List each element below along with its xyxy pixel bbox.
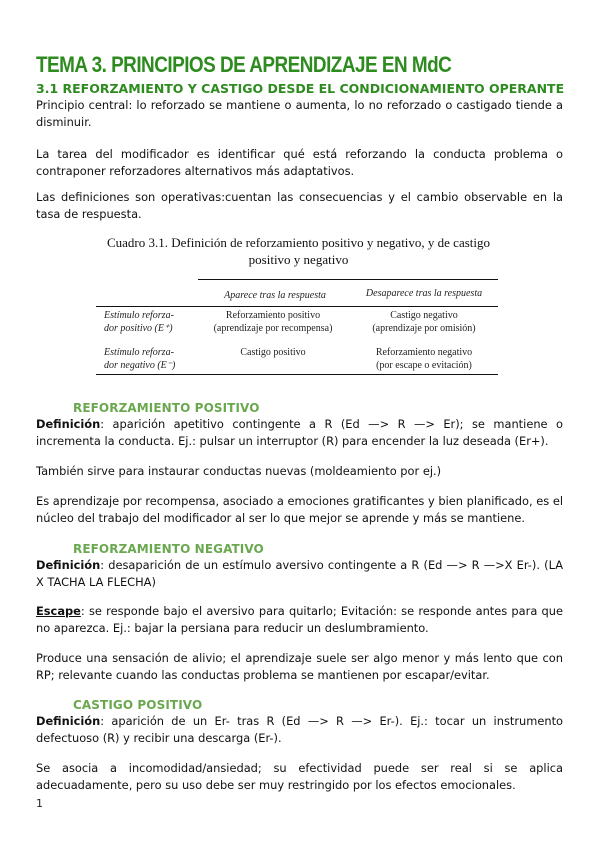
- intro-paragraph-1: Principio central: lo reforzado se mantiene o aumenta, lo no reforzado o castigado tiende a disminuir.: [36, 98, 563, 129]
- escape-label: Escape: [36, 604, 81, 618]
- rn-escape-paragraph: [36, 603, 563, 637]
- table-cell-text: (aprendizaje por recompensa): [213, 322, 333, 334]
- cp-definition: [36, 713, 563, 747]
- table-cell-positive-reinforcement: [198, 310, 348, 335]
- table-header-disappears: Desaparece tras la respuesta: [365, 288, 483, 299]
- definition-label: Definición: [36, 558, 101, 572]
- table-cell-text: (por escape o evitación): [376, 359, 472, 371]
- heading-negative-reinforcement: REFORZAMIENTO NEGATIVO: [73, 542, 264, 556]
- rp-paragraph-3: Es aprendizaje por recompensa, asociado a emociones gratificantes y bien planificado, es el núcleo del trabajo del modificador al ser lo que mejor se aprende y más se mantiene.: [36, 494, 563, 525]
- rp-paragraph-2: También sirve para instaurar conductas nuevas (moldeamiento por ej.): [36, 464, 442, 478]
- intro-paragraph-3: Las definiciones son operativas:cuentan las consecuencias y el cambio observable en la tasa de respuesta.: [36, 190, 563, 221]
- table-row-1-label-line-1: Estímulo reforza-: [104, 310, 174, 321]
- definition-text: : aparición de un Er- tras R (Ed —> R —> Er-). Ej.: tocar un instrumento defectuoso (R) y recibir una descarga (Er-).: [36, 714, 563, 745]
- page-title: TEMA 3. PRINCIPIOS DE APRENDIZAJE EN MdC: [36, 52, 452, 77]
- rp-definition: [36, 416, 563, 450]
- table-caption-line-2: positivo y negativo: [248, 252, 349, 267]
- definition-label: Definición: [36, 417, 101, 431]
- table-cell-text: Reforzamiento negativo: [375, 347, 473, 358]
- table-row-2-label: [104, 347, 200, 372]
- intro-paragraph-2: La tarea del modificador es identificar qué está reforzando la conducta problema o contraponer reforzadores alternativos más adaptativos.: [36, 147, 563, 178]
- definition-text: : aparición apetitivo contingente a R (Ed —> R —> Er); se mantiene o incrementa la conducta. Ej.: pulsar un interruptor (R) para encender la luz deseada (Er+).: [36, 417, 563, 448]
- definition-label: Definición: [36, 714, 101, 728]
- table-row-2-label-line-2: dor negativo (E⁻): [104, 359, 176, 371]
- table-cell-positive-punishment: Castigo positivo: [240, 347, 306, 358]
- table-row-2-label-line-1: Estímulo reforza-: [104, 347, 174, 358]
- heading-positive-reinforcement: REFORZAMIENTO POSITIVO: [73, 401, 260, 415]
- table-top-rule: [198, 279, 498, 280]
- table-cell-text: (aprendizaje por omisión): [372, 322, 476, 334]
- rn-definition: [36, 557, 563, 591]
- section-subtitle: 3.1 REFORZAMIENTO Y CASTIGO DESDE EL CONDICIONAMIENTO OPERANTE: [36, 81, 565, 96]
- table-caption: [96, 234, 501, 268]
- escape-text: : se responde bajo el aversivo para quitarlo; Evitación: se responde antes para que no aparezca. Ej.: bajar la persiana para reducir un deslumbramiento.: [36, 604, 563, 635]
- table-row-1-label: [104, 310, 200, 335]
- table-cell-negative-punishment: [350, 310, 498, 335]
- table-cell-text: Castigo negativo: [390, 310, 458, 321]
- table-header-appears: Aparece tras la respuesta: [224, 290, 326, 301]
- table-header-rule: [96, 306, 498, 307]
- definition-text: : desaparición de un estímulo aversivo contingente a R (Ed —> R —>X Er-). (LA X TACHA LA FLECHA): [36, 558, 563, 589]
- heading-positive-punishment: CASTIGO POSITIVO: [73, 698, 203, 712]
- table-cell-negative-reinforcement: [350, 347, 498, 372]
- rn-paragraph-3: Produce una sensación de alivio; el aprendizaje suele ser algo menor y más lento que con RP; relevante cuando las conductas problema se mantienen por escapar/evitar.: [36, 651, 563, 682]
- table-bottom-rule: [96, 374, 498, 375]
- table-caption-line-1: Cuadro 3.1. Definición de reforzamiento positivo y negativo, y de castigo: [106, 235, 491, 250]
- page-number: 1: [36, 797, 43, 810]
- table-cell-text: Reforzamiento positivo: [225, 310, 321, 321]
- table-row-1-label-line-2: dor positivo (E⁺): [104, 322, 173, 334]
- cp-paragraph-2: Se asocia a incomodidad/ansiedad; su efectividad puede ser real si se aplica adecuadamente, pero su uso debe ser muy restringido por los efectos emocionales.: [36, 761, 563, 792]
